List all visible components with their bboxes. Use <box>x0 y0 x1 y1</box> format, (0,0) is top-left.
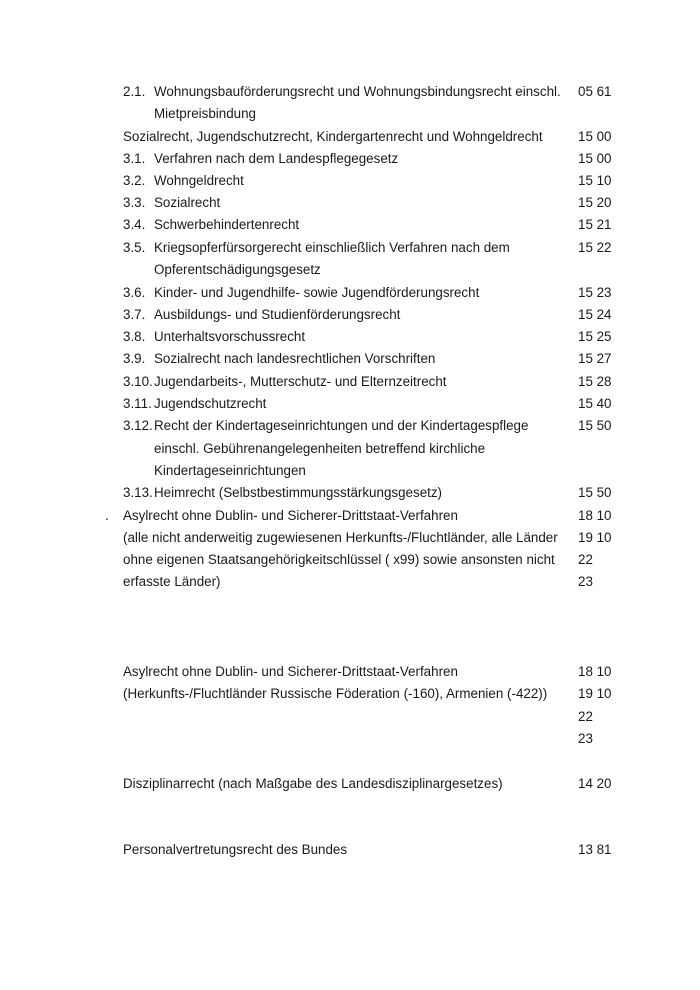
entry-text: einschl. Gebührenangelegenheiten betreffend kirchliche <box>154 441 486 456</box>
entry-text: erfasste Länder) <box>123 574 221 589</box>
entry-text: Schwerbehindertenrecht <box>154 217 300 232</box>
entry-code: 15 25 <box>578 329 612 344</box>
entry-text: Unterhaltsvorschussrecht <box>154 329 306 344</box>
section-code: 15 00 <box>578 129 612 144</box>
entry-text: Kinder- und Jugendhilfe- sowie Jugendförderungsrecht <box>154 285 480 300</box>
entry-text: Jugendschutzrecht <box>154 396 267 411</box>
entry-code: 15 28 <box>578 374 612 389</box>
entry-text: Kindertageseinrichtungen <box>154 463 306 478</box>
entry-text: Wohngeldrecht <box>154 173 244 188</box>
entry-text: Opferentschädigungsgesetz <box>154 262 321 277</box>
entry-number: 3.5. <box>123 240 146 255</box>
entry-code: 22 <box>578 709 593 724</box>
entry-code: 05 61 <box>578 84 612 99</box>
entry-number: 2.1. <box>123 84 146 99</box>
entry-text: Asylrecht ohne Dublin- und Sicherer-Drittstaat-Verfahren <box>123 664 458 679</box>
entry-number: 3.2. <box>123 173 146 188</box>
entry-text: Verfahren nach dem Landespflegegesetz <box>154 151 399 166</box>
entry-number: 3.6. <box>123 285 146 300</box>
entry-code: 15 50 <box>578 418 612 433</box>
entry-number: 3.11. <box>123 396 152 411</box>
entry-text: Personalvertretungsrecht des Bundes <box>123 842 348 857</box>
entry-code: 22 <box>578 552 593 567</box>
entry-number: 3.10. <box>123 374 153 389</box>
entry-text: Kriegsopferfürsorgerecht einschließlich Verfahren nach dem <box>154 240 510 255</box>
entry-text: Recht der Kindertageseinrichtungen und der Kindertagespflege <box>154 418 529 433</box>
entry-number: 3.9. <box>123 351 146 366</box>
entry-text: Ausbildungs- und Studienförderungsrecht <box>154 307 401 322</box>
entry-number: 3.12. <box>123 418 153 433</box>
entry-code: 15 22 <box>578 240 612 255</box>
entry-code: 13 81 <box>578 842 612 857</box>
entry-code: 15 50 <box>578 485 612 500</box>
entry-code: 15 27 <box>578 351 612 366</box>
entry-code: 15 23 <box>578 285 612 300</box>
entry-code: 15 40 <box>578 396 612 411</box>
entry-text: Heimrecht (Selbstbestimmungsstärkungsgesetz) <box>154 485 443 500</box>
list-marker: . <box>105 508 109 523</box>
entry-code: 14 20 <box>578 776 612 791</box>
entry-text: ohne eigenen Staatsangehörigkeitschlüssel ( x99) sowie ansonsten nicht <box>123 552 555 567</box>
entry-code: 15 10 <box>578 173 612 188</box>
entry-text: (alle nicht anderweitig zugewiesenen Herkunfts-/Fluchtländer, alle Länder <box>123 530 558 545</box>
entry-text: Asylrecht ohne Dublin- und Sicherer-Drittstaat-Verfahren <box>123 508 458 523</box>
entry-code: 23 <box>578 731 593 746</box>
entry-number: 3.3. <box>123 195 146 210</box>
entry-code: 23 <box>578 574 593 589</box>
entry-text: (Herkunfts-/Fluchtländer Russische Föderation (-160), Armenien (-422)) <box>123 686 548 701</box>
entry-code: 19 10 <box>578 686 612 701</box>
entry-code: 15 21 <box>578 217 612 232</box>
entry-number: 3.8. <box>123 329 146 344</box>
entry-text: Jugendarbeits-, Mutterschutz- und Elternzeitrecht <box>154 374 447 389</box>
entry-code: 15 20 <box>578 195 612 210</box>
entry-code: 19 10 <box>578 530 612 545</box>
entry-text: Wohnungsbauförderungsrecht und Wohnungsbindungsrecht einschl. <box>154 84 561 99</box>
entry-number: 3.1. <box>123 151 146 166</box>
entry-text: Mietpreisbindung <box>154 106 256 121</box>
entry-number: 3.13. <box>123 485 153 500</box>
entry-code: 18 10 <box>578 664 612 679</box>
entry-number: 3.7. <box>123 307 146 322</box>
section-title: Sozialrecht, Jugendschutzrecht, Kindergartenrecht und Wohngeldrecht <box>123 129 543 144</box>
entry-text: Disziplinarrecht (nach Maßgabe des Landesdisziplinargesetzes) <box>123 776 503 791</box>
entry-text: Sozialrecht nach landesrechtlichen Vorschriften <box>154 351 436 366</box>
entry-number: 3.4. <box>123 217 146 232</box>
entry-text: Sozialrecht <box>154 195 221 210</box>
entry-code: 15 00 <box>578 151 612 166</box>
entry-code: 18 10 <box>578 508 612 523</box>
entry-code: 15 24 <box>578 307 612 322</box>
